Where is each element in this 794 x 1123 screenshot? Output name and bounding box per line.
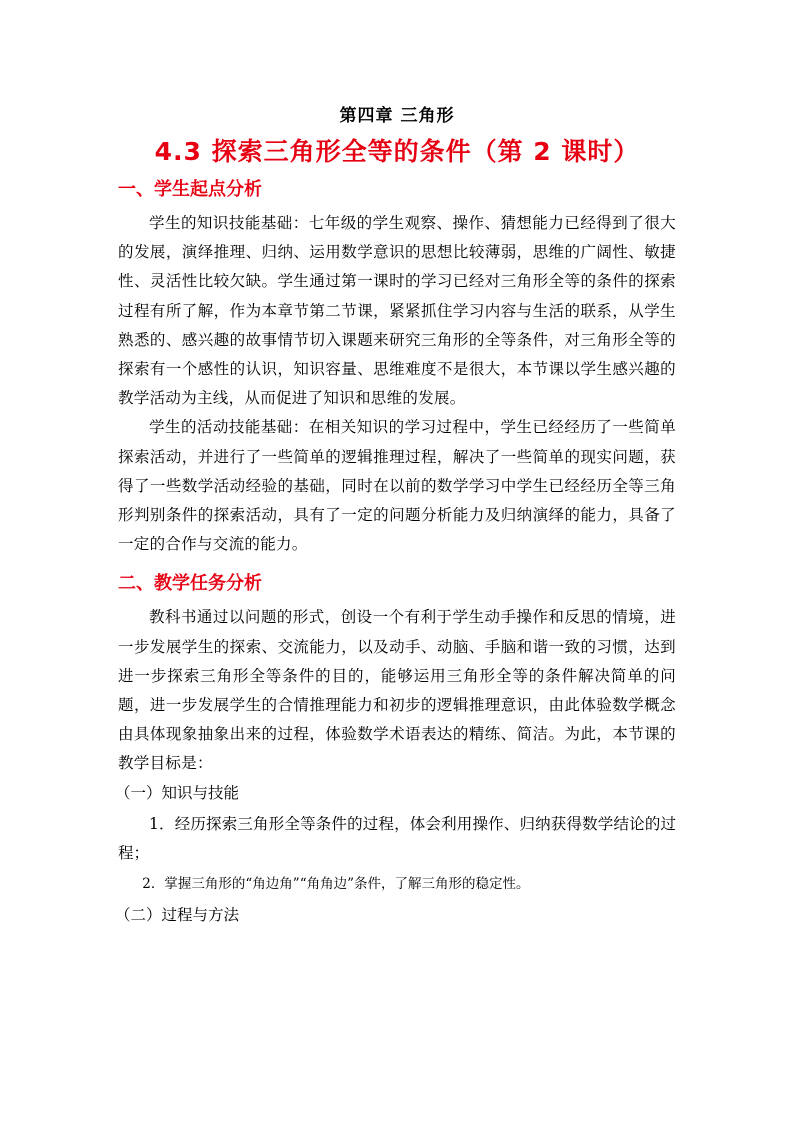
- lesson-title: 4.3 探索三角形全等的条件（第 2 课时）: [154, 137, 640, 166]
- paragraph-activity-base: 学生的活动技能基础：在相关知识的学习过程中，学生已经经历了一些简单探索活动，并进行了一些简单的逻辑推理过程，解决了一些简单的现实问题，获得了一些数学活动经验的基础，同时在以前的数学学习中学生已经经历全等三角形判别条件的探索活动，具有了一定的问题分析能力及归纳演绎的能力，具备了一定的合作与交流的能力。: [118, 418, 676, 554]
- list-item-goal-1: 1．经历探索三角形全等条件的过程，体会利用操作、归纳获得数学结论的过程；: [118, 814, 676, 862]
- section-heading-task-analysis: 二、教学任务分析: [118, 573, 262, 595]
- chapter-title: 第四章 三角形: [339, 106, 455, 126]
- document-page: [115, 100, 676, 932]
- paragraph-knowledge-base: 学生的知识技能基础：七年级的学生观察、操作、猜想能力已经得到了很大的发展，演绎推理、归纳、运用数学意识的思想比较薄弱，思维的广阔性、敏捷性、灵活性比较欠缺。学生通过第一课时的学习已经对三角形全等的条件的探索过程有所了解，作为本章节第二节课，紧紧抓住学习内容与生活的联系，从学生熟悉的、感兴趣的故事情节切入课题来研究三角形的全等条件，对三角形全等的探索有一个感性的认识，知识容量、思维难度不是很大，本节课以学生感兴趣的教学活动为主线，从而促进了知识和思维的发展。: [118, 214, 676, 408]
- section-heading-student-analysis: 一、学生起点分析: [118, 179, 262, 200]
- list-item-goal-2: 2．掌握三角形的“角边角”“角角边”条件，了解三角形的稳定性。: [142, 875, 530, 892]
- sub-heading-process-methods: （二）过程与方法: [115, 905, 240, 924]
- sub-heading-knowledge-skills: （一）知识与技能: [115, 783, 240, 802]
- paragraph-task-analysis: 教科书通过以问题的形式，创设一个有利于学生动手操作和反思的情境，进一步发展学生的探索、交流能力，以及动手、动脑、手脑和谐一致的习惯，达到进一步探索三角形全等条件的目的，能够运用三角形全等的条件解决简单的问题，进一步发展学生的合情推理能力和初步的逻辑推理意识，由此体验数学概念由具体现象抽象出来的过程，体验数学术语表达的精练、简洁。为此，本节课的教学目标是：: [118, 608, 676, 773]
